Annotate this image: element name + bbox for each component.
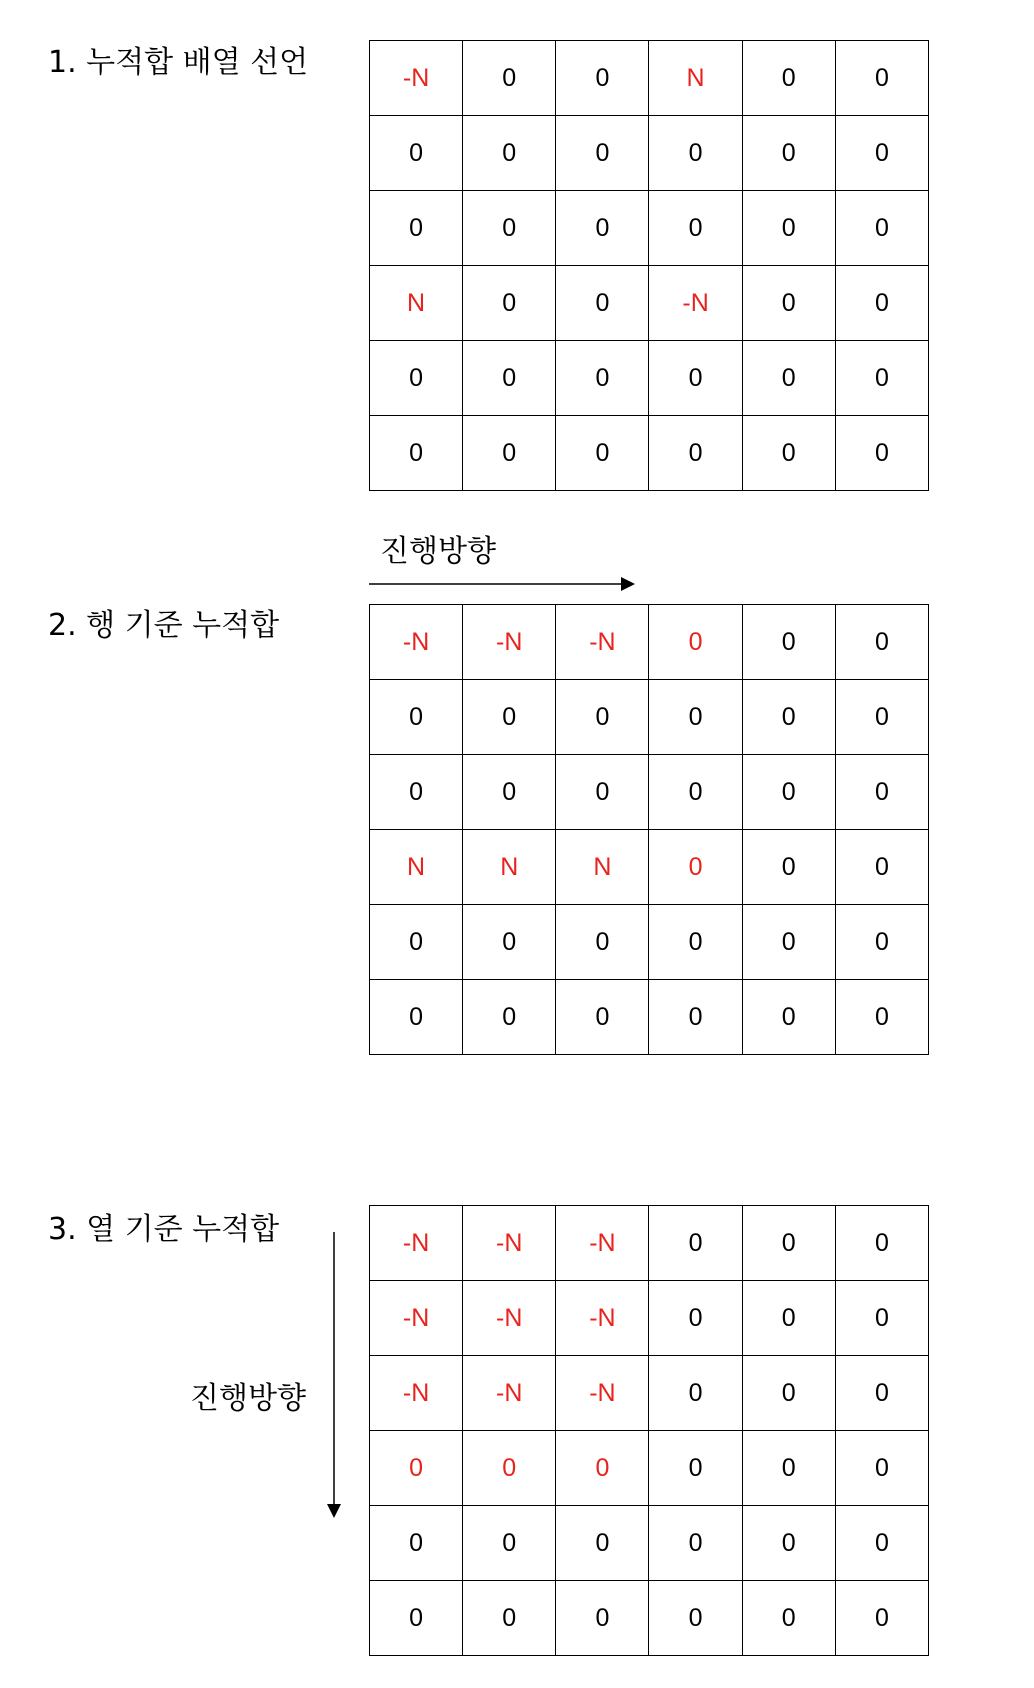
grid-cell: -N [463,1281,556,1356]
grid-cell: 0 [836,680,929,755]
section-1-grid [369,40,929,491]
grid-cell: 0 [649,191,742,266]
section-2-title: 2. 행 기준 누적합 [48,608,280,643]
grid-cell: 0 [743,266,836,341]
grid-cell: 0 [743,905,836,980]
grid-cell: 0 [743,980,836,1055]
down-arrow-icon [324,1232,344,1522]
grid-cell: 0 [836,1206,929,1281]
grid-cell: 0 [743,1431,836,1506]
grid-cell: 0 [463,191,556,266]
grid-cell: 0 [556,416,649,491]
grid-cell: 0 [370,680,463,755]
grid-cell: 0 [743,41,836,116]
grid-cell: 0 [556,41,649,116]
grid-cell: 0 [836,1431,929,1506]
grid-cell: 0 [836,755,929,830]
grid-cell: 0 [463,116,556,191]
grid-cell: N [463,830,556,905]
grid-cell: 0 [836,1581,929,1656]
section-3-title: 3. 열 기준 누적합 [48,1212,280,1247]
grid-cell: 0 [836,605,929,680]
grid-cell: N [649,41,742,116]
grid-cell: 0 [649,1281,742,1356]
grid-cell: 0 [370,341,463,416]
grid-cell: 0 [649,1581,742,1656]
grid-cell: 0 [836,1356,929,1431]
grid-cell: N [556,830,649,905]
grid-cell: 0 [743,416,836,491]
grid-cell: 0 [463,680,556,755]
grid-cell: 0 [649,830,742,905]
grid-cell: 0 [649,905,742,980]
grid-cell: 0 [836,266,929,341]
grid-cell: 0 [743,830,836,905]
grid-cell: 0 [556,1431,649,1506]
grid-cell: 0 [743,116,836,191]
grid-cell: 0 [556,116,649,191]
grid-cell: 0 [556,680,649,755]
grid-cell: 0 [743,1581,836,1656]
grid-cell: N [370,266,463,341]
grid-cell: -N [556,1281,649,1356]
grid-cell: 0 [649,1206,742,1281]
grid-cell: 0 [836,191,929,266]
grid-cell: 0 [649,755,742,830]
grid-cell: 0 [556,755,649,830]
grid-cell: 0 [556,191,649,266]
grid-cell: 0 [370,755,463,830]
grid-cell: 0 [463,755,556,830]
grid-cell: 0 [649,1431,742,1506]
grid-cell: -N [463,1206,556,1281]
section-2-grid [369,604,929,1055]
grid-cell: 0 [743,1506,836,1581]
grid-cell: -N [370,1356,463,1431]
grid-cell: N [370,830,463,905]
right-arrow-icon [369,574,639,594]
grid-cell: 0 [370,116,463,191]
grid-cell: 0 [556,1506,649,1581]
grid-cell: 0 [649,680,742,755]
column-direction-label: 진행방향 [190,1381,306,1416]
grid-cell: 0 [649,1506,742,1581]
grid-cell: 0 [743,191,836,266]
grid-cell: -N [463,1356,556,1431]
grid-cell: 0 [463,266,556,341]
grid-cell: 0 [836,905,929,980]
grid-cell: 0 [743,605,836,680]
grid-cell: 0 [649,341,742,416]
grid-cell: 0 [463,1506,556,1581]
row-direction-label: 진행방향 [380,534,496,569]
grid-cell: 0 [370,1431,463,1506]
grid-cell: 0 [463,41,556,116]
grid-cell: 0 [743,755,836,830]
grid-cell: 0 [743,1206,836,1281]
grid-cell: -N [556,1206,649,1281]
grid-cell: 0 [836,980,929,1055]
grid-cell: -N [370,1281,463,1356]
grid-cell: 0 [463,416,556,491]
grid-cell: 0 [836,341,929,416]
grid-cell: -N [370,1206,463,1281]
grid-cell: 0 [556,980,649,1055]
grid-cell: 0 [556,1581,649,1656]
grid-cell: 0 [836,41,929,116]
grid-cell: 0 [836,1281,929,1356]
grid-cell: 0 [556,266,649,341]
grid-cell: 0 [370,980,463,1055]
grid-cell: -N [649,266,742,341]
grid-cell: 0 [370,1506,463,1581]
section-1-title: 1. 누적합 배열 선언 [48,45,309,80]
grid-cell: 0 [649,416,742,491]
section-3-grid [369,1205,929,1656]
grid-cell: 0 [370,905,463,980]
grid-cell: 0 [743,680,836,755]
grid-cell: 0 [836,416,929,491]
grid-cell: 0 [556,905,649,980]
grid-cell: 0 [836,830,929,905]
grid-cell: 0 [463,341,556,416]
grid-cell: 0 [649,980,742,1055]
grid-cell: 0 [649,605,742,680]
grid-cell: -N [556,605,649,680]
grid-cell: 0 [370,416,463,491]
grid-cell: 0 [649,116,742,191]
grid-cell: 0 [463,980,556,1055]
grid-cell: 0 [463,1431,556,1506]
grid-cell: 0 [743,1356,836,1431]
grid-cell: 0 [463,905,556,980]
grid-cell: 0 [743,341,836,416]
grid-cell: -N [463,605,556,680]
grid-cell: 0 [743,1281,836,1356]
grid-cell: 0 [370,191,463,266]
grid-cell: -N [370,41,463,116]
grid-cell: 0 [370,1581,463,1656]
grid-cell: 0 [556,341,649,416]
grid-cell: -N [556,1356,649,1431]
grid-cell: 0 [836,116,929,191]
grid-cell: -N [370,605,463,680]
grid-cell: 0 [463,1581,556,1656]
grid-cell: 0 [649,1356,742,1431]
grid-cell: 0 [836,1506,929,1581]
